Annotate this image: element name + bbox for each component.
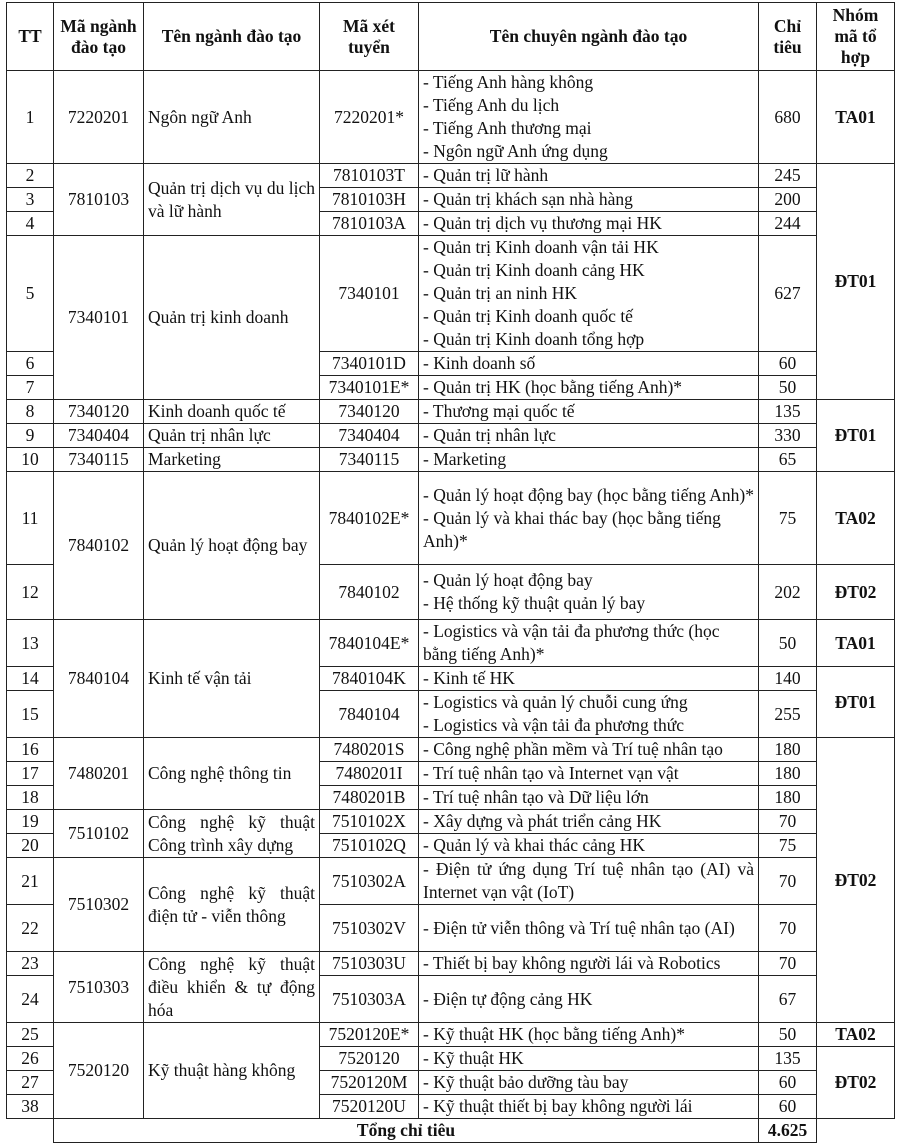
cell-chi-tieu: 180 bbox=[759, 786, 817, 810]
cell-tt: 12 bbox=[7, 565, 54, 620]
cell-ma-xet: 7520120E* bbox=[320, 1023, 419, 1047]
cell-chuyen-nganh: - Kỹ thuật HK bbox=[419, 1047, 759, 1071]
header-ma-xet-tuyen: Mã xét tuyển bbox=[320, 3, 419, 71]
cell-chuyen-nganh: - Tiếng Anh hàng không - Tiếng Anh du lịch - Tiếng Anh thương mại - Ngôn ngữ Anh ứng dụng bbox=[419, 71, 759, 164]
cell-chuyen-nganh: - Quản lý và khai thác cảng HK bbox=[419, 834, 759, 858]
cell-chi-tieu: 245 bbox=[759, 164, 817, 188]
cell-chuyen-nganh: - Quản trị dịch vụ thương mại HK bbox=[419, 212, 759, 236]
cell-nhom: ĐT01 bbox=[817, 667, 895, 738]
cell-ten-nganh: Công nghệ kỹ thuật Công trình xây dựng bbox=[144, 810, 320, 858]
cell-ma-xet: 7520120 bbox=[320, 1047, 419, 1071]
cell-nhom: ĐT02 bbox=[817, 738, 895, 1023]
cell-ma-xet: 7340101D bbox=[320, 352, 419, 376]
cell-nhom: TA02 bbox=[817, 472, 895, 565]
table-row bbox=[7, 1023, 895, 1047]
cell-chi-tieu: 70 bbox=[759, 952, 817, 976]
cell-chi-tieu: 135 bbox=[759, 1047, 817, 1071]
cell-ten-nganh: Kinh doanh quốc tế bbox=[144, 400, 320, 424]
cell-chuyen-nganh: - Quản lý hoạt động bay (học bằng tiếng Anh)* - Quản lý và khai thác bay (học bằng tiếng Anh)* bbox=[419, 472, 759, 565]
cell-chuyen-nganh: - Trí tuệ nhân tạo và Internet vạn vật bbox=[419, 762, 759, 786]
table-row bbox=[7, 400, 895, 424]
cell-chi-tieu: 65 bbox=[759, 448, 817, 472]
cell-chi-tieu: 180 bbox=[759, 762, 817, 786]
cell-chi-tieu: 60 bbox=[759, 1095, 817, 1119]
cell-ten-nganh: Quản trị nhân lực bbox=[144, 424, 320, 448]
cell-chuyen-nganh: - Điện tử ứng dụng Trí tuệ nhân tạo (AI) và Internet vạn vật (IoT) bbox=[419, 858, 759, 905]
cell-chi-tieu: 135 bbox=[759, 400, 817, 424]
cell-ma-xet: 7810103H bbox=[320, 188, 419, 212]
cell-ma-nganh: 7810103 bbox=[54, 164, 144, 236]
table-row bbox=[7, 738, 895, 762]
cell-tt: 26 bbox=[7, 1047, 54, 1071]
cell-chi-tieu: 255 bbox=[759, 691, 817, 738]
cell-chuyen-nganh: - Điện tử viễn thông và Trí tuệ nhân tạo (AI) bbox=[419, 905, 759, 952]
cell-tt: 16 bbox=[7, 738, 54, 762]
table-row bbox=[7, 858, 895, 905]
cell-tt: 22 bbox=[7, 905, 54, 952]
cell-ten-nganh: Quản trị dịch vụ du lịch và lữ hành bbox=[144, 164, 320, 236]
cell-chuyen-nganh: - Quản trị lữ hành bbox=[419, 164, 759, 188]
cell-tt: 11 bbox=[7, 472, 54, 565]
cell-ma-xet: 7520120U bbox=[320, 1095, 419, 1119]
cell-tt: 1 bbox=[7, 71, 54, 164]
cell-ten-nganh: Quản lý hoạt động bay bbox=[144, 472, 320, 620]
cell-ma-nganh: 7480201 bbox=[54, 738, 144, 810]
cell-chuyen-nganh: - Kỹ thuật HK (học bằng tiếng Anh)* bbox=[419, 1023, 759, 1047]
cell-tt: 38 bbox=[7, 1095, 54, 1119]
header-tt: TT bbox=[7, 3, 54, 71]
header-row bbox=[7, 3, 895, 71]
table-row bbox=[7, 472, 895, 565]
cell-chi-tieu: 67 bbox=[759, 976, 817, 1023]
cell-chuyen-nganh: - Thương mại quốc tế bbox=[419, 400, 759, 424]
header-ten-nganh: Tên ngành đào tạo bbox=[144, 3, 320, 71]
cell-ma-nganh: 7510302 bbox=[54, 858, 144, 952]
cell-chi-tieu: 70 bbox=[759, 858, 817, 905]
cell-ma-xet: 7340404 bbox=[320, 424, 419, 448]
cell-ma-xet: 7340101E* bbox=[320, 376, 419, 400]
cell-ten-nganh: Công nghệ kỹ thuật điện tử - viễn thông bbox=[144, 858, 320, 952]
cell-tt: 4 bbox=[7, 212, 54, 236]
cell-chi-tieu: 627 bbox=[759, 236, 817, 352]
cell-tt: 24 bbox=[7, 976, 54, 1023]
cell-tt: 15 bbox=[7, 691, 54, 738]
table-row bbox=[7, 620, 895, 667]
header-ma-nganh: Mã ngành đào tạo bbox=[54, 3, 144, 71]
header-chuyen-nganh: Tên chuyên ngành đào tạo bbox=[419, 3, 759, 71]
cell-chuyen-nganh: - Trí tuệ nhân tạo và Dữ liệu lớn bbox=[419, 786, 759, 810]
cell-nhom: ĐT02 bbox=[817, 565, 895, 620]
cell-chi-tieu: 680 bbox=[759, 71, 817, 164]
cell-ma-nganh: 7520120 bbox=[54, 1023, 144, 1119]
cell-ma-xet: 7510302V bbox=[320, 905, 419, 952]
cell-tt: 13 bbox=[7, 620, 54, 667]
cell-tt: 18 bbox=[7, 786, 54, 810]
total-blank bbox=[7, 1119, 54, 1143]
cell-nhom: ĐT01 bbox=[817, 400, 895, 472]
cell-chi-tieu: 244 bbox=[759, 212, 817, 236]
cell-nhom: ĐT01 bbox=[817, 164, 895, 400]
cell-ten-nganh: Công nghệ kỹ thuật điều khiển & tự động hóa bbox=[144, 952, 320, 1023]
cell-ma-nganh: 7340101 bbox=[54, 236, 144, 400]
cell-chuyen-nganh: - Kinh tế HK bbox=[419, 667, 759, 691]
cell-nhom: ĐT02 bbox=[817, 1047, 895, 1119]
cell-chuyen-nganh: - Kinh doanh số bbox=[419, 352, 759, 376]
cell-ma-xet: 7480201S bbox=[320, 738, 419, 762]
cell-tt: 3 bbox=[7, 188, 54, 212]
cell-tt: 7 bbox=[7, 376, 54, 400]
cell-chuyen-nganh: - Kỹ thuật bảo dưỡng tàu bay bbox=[419, 1071, 759, 1095]
cell-ma-nganh: 7840104 bbox=[54, 620, 144, 738]
cell-ten-nganh: Quản trị kinh doanh bbox=[144, 236, 320, 400]
cell-tt: 19 bbox=[7, 810, 54, 834]
cell-ma-xet: 7810103T bbox=[320, 164, 419, 188]
cell-chi-tieu: 50 bbox=[759, 620, 817, 667]
cell-nhom: TA01 bbox=[817, 71, 895, 164]
cell-ma-xet: 7340101 bbox=[320, 236, 419, 352]
cell-tt: 20 bbox=[7, 834, 54, 858]
cell-ten-nganh: Marketing bbox=[144, 448, 320, 472]
cell-ten-nganh: Ngôn ngữ Anh bbox=[144, 71, 320, 164]
total-value: 4.625 bbox=[759, 1119, 817, 1143]
cell-chi-tieu: 75 bbox=[759, 472, 817, 565]
cell-chuyen-nganh: - Công nghệ phần mềm và Trí tuệ nhân tạo bbox=[419, 738, 759, 762]
cell-ma-xet: 7810103A bbox=[320, 212, 419, 236]
cell-ma-xet: 7480201B bbox=[320, 786, 419, 810]
cell-ma-xet: 7340120 bbox=[320, 400, 419, 424]
table-row bbox=[7, 424, 895, 448]
cell-ma-xet: 7510303A bbox=[320, 976, 419, 1023]
cell-chuyen-nganh: - Logistics và quản lý chuỗi cung ứng - Logistics và vận tải đa phương thức bbox=[419, 691, 759, 738]
total-label: Tổng chỉ tiêu bbox=[54, 1119, 759, 1143]
header-chi-tieu: Chỉ tiêu bbox=[759, 3, 817, 71]
cell-tt: 21 bbox=[7, 858, 54, 905]
cell-chuyen-nganh: - Quản trị HK (học bằng tiếng Anh)* bbox=[419, 376, 759, 400]
cell-ma-nganh: 7220201 bbox=[54, 71, 144, 164]
cell-tt: 2 bbox=[7, 164, 54, 188]
cell-ma-xet: 7840104K bbox=[320, 667, 419, 691]
cell-chi-tieu: 50 bbox=[759, 376, 817, 400]
cell-tt: 8 bbox=[7, 400, 54, 424]
cell-tt: 17 bbox=[7, 762, 54, 786]
cell-ma-xet: 7510102X bbox=[320, 810, 419, 834]
cell-ten-nganh: Kinh tế vận tải bbox=[144, 620, 320, 738]
cell-chuyen-nganh: - Điện tự động cảng HK bbox=[419, 976, 759, 1023]
cell-ma-nganh: 7510102 bbox=[54, 810, 144, 858]
cell-ma-xet: 7520120M bbox=[320, 1071, 419, 1095]
cell-ma-nganh: 7510303 bbox=[54, 952, 144, 1023]
cell-ma-xet: 7840102E* bbox=[320, 472, 419, 565]
cell-chi-tieu: 200 bbox=[759, 188, 817, 212]
cell-ma-xet: 7480201I bbox=[320, 762, 419, 786]
cell-ten-nganh: Công nghệ thông tin bbox=[144, 738, 320, 810]
table-row bbox=[7, 810, 895, 834]
cell-chuyen-nganh: - Kỹ thuật thiết bị bay không người lái bbox=[419, 1095, 759, 1119]
cell-chi-tieu: 60 bbox=[759, 1071, 817, 1095]
cell-ma-nganh: 7340115 bbox=[54, 448, 144, 472]
cell-ma-xet: 7220201* bbox=[320, 71, 419, 164]
cell-tt: 23 bbox=[7, 952, 54, 976]
cell-ma-xet: 7840104E* bbox=[320, 620, 419, 667]
admission-quota-table bbox=[6, 2, 895, 1143]
cell-ma-xet: 7340115 bbox=[320, 448, 419, 472]
cell-chuyen-nganh: - Thiết bị bay không người lái và Robotics bbox=[419, 952, 759, 976]
cell-ma-xet: 7840102 bbox=[320, 565, 419, 620]
cell-chuyen-nganh: - Quản trị Kinh doanh vận tải HK - Quản trị Kinh doanh cảng HK - Quản trị an ninh HK - Quản trị Kinh doanh quốc tế - Quản trị Kinh doanh tổng hợp bbox=[419, 236, 759, 352]
cell-chuyen-nganh: - Marketing bbox=[419, 448, 759, 472]
cell-chuyen-nganh: - Quản trị khách sạn nhà hàng bbox=[419, 188, 759, 212]
cell-chuyen-nganh: - Quản trị nhân lực bbox=[419, 424, 759, 448]
header-nhom-ma-to-hop: Nhóm mã tổ hợp bbox=[817, 3, 895, 71]
cell-ma-xet: 7840104 bbox=[320, 691, 419, 738]
cell-chi-tieu: 330 bbox=[759, 424, 817, 448]
cell-nhom: TA02 bbox=[817, 1023, 895, 1047]
cell-chi-tieu: 70 bbox=[759, 810, 817, 834]
cell-ma-xet: 7510303U bbox=[320, 952, 419, 976]
cell-chuyen-nganh: - Xây dựng và phát triển cảng HK bbox=[419, 810, 759, 834]
table-row bbox=[7, 952, 895, 976]
cell-tt: 25 bbox=[7, 1023, 54, 1047]
total-row bbox=[7, 1119, 895, 1143]
cell-tt: 10 bbox=[7, 448, 54, 472]
table-row bbox=[7, 236, 895, 352]
cell-chi-tieu: 180 bbox=[759, 738, 817, 762]
cell-ma-nganh: 7340404 bbox=[54, 424, 144, 448]
cell-chi-tieu: 75 bbox=[759, 834, 817, 858]
cell-chuyen-nganh: - Logistics và vận tải đa phương thức (học bằng tiếng Anh)* bbox=[419, 620, 759, 667]
cell-chi-tieu: 140 bbox=[759, 667, 817, 691]
cell-chuyen-nganh: - Quản lý hoạt động bay - Hệ thống kỹ thuật quản lý bay bbox=[419, 565, 759, 620]
table-row bbox=[7, 448, 895, 472]
cell-chi-tieu: 202 bbox=[759, 565, 817, 620]
cell-nhom: TA01 bbox=[817, 620, 895, 667]
total-blank-end bbox=[817, 1119, 895, 1143]
cell-chi-tieu: 60 bbox=[759, 352, 817, 376]
cell-ma-nganh: 7340120 bbox=[54, 400, 144, 424]
cell-tt: 5 bbox=[7, 236, 54, 352]
cell-tt: 27 bbox=[7, 1071, 54, 1095]
cell-tt: 6 bbox=[7, 352, 54, 376]
table-row bbox=[7, 164, 895, 188]
cell-chi-tieu: 70 bbox=[759, 905, 817, 952]
cell-ten-nganh: Kỹ thuật hàng không bbox=[144, 1023, 320, 1119]
table-row bbox=[7, 71, 895, 164]
cell-tt: 14 bbox=[7, 667, 54, 691]
cell-tt: 9 bbox=[7, 424, 54, 448]
cell-ma-xet: 7510102Q bbox=[320, 834, 419, 858]
cell-ma-nganh: 7840102 bbox=[54, 472, 144, 620]
cell-chi-tieu: 50 bbox=[759, 1023, 817, 1047]
cell-ma-xet: 7510302A bbox=[320, 858, 419, 905]
